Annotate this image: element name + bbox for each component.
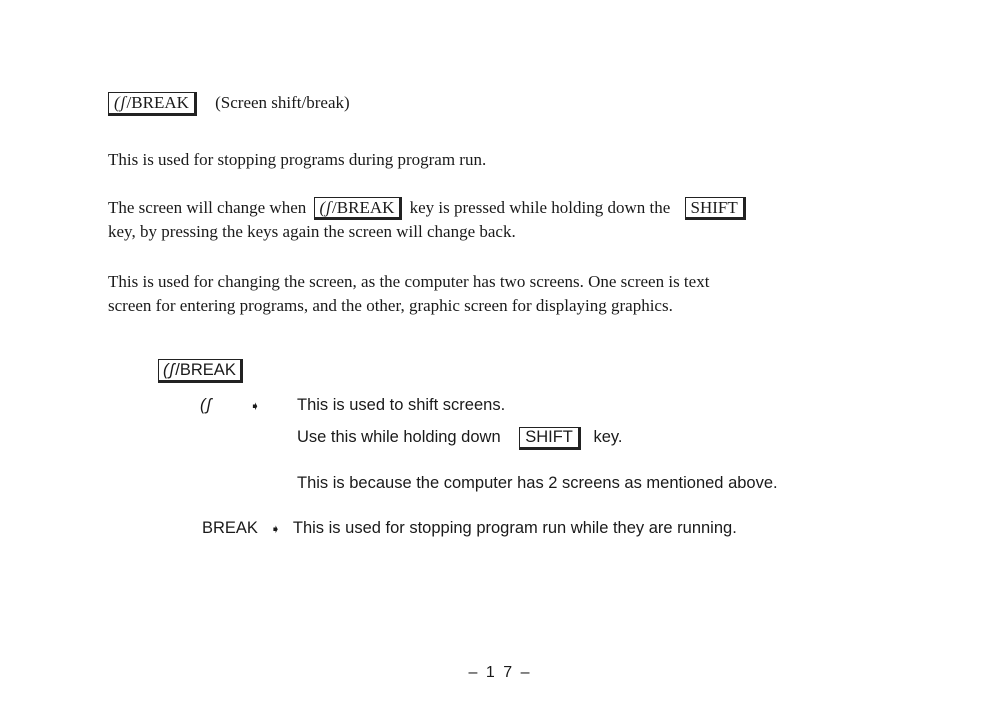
break-key-box-label: /BREAK: [175, 361, 236, 379]
screen-shift-icon: (ʃ: [114, 93, 127, 112]
paragraph-2-line-1: [108, 196, 928, 220]
shift-row-line-2: [297, 427, 623, 450]
paragraph-2-middle: key is pressed while holding down the: [409, 198, 671, 217]
break-row-label: BREAK: [202, 519, 258, 537]
screen-shift-icon: (ʃ: [163, 361, 176, 379]
break-row-text: This is used for stopping program run while they are running.: [292, 519, 737, 537]
shift-row-symbol: [200, 396, 212, 415]
paragraph-3-line-1: This is used for changing the screen, as the computer has two screens. One screen is text: [108, 272, 710, 291]
paragraph-2-before-key: The screen will change when: [108, 198, 307, 217]
break-key-box: [158, 359, 243, 383]
arrow-right-icon: ➧: [250, 398, 261, 413]
key-explanation-title: [158, 359, 243, 383]
paragraph-1: [108, 148, 928, 172]
paragraph-1-text: This is used for stopping programs during program run.: [108, 150, 487, 169]
break-key: [108, 92, 197, 116]
screen-shift-icon: (ʃ: [319, 198, 333, 217]
section-heading: [108, 92, 350, 116]
shift-row-arrow: [250, 396, 260, 415]
shift-row-line-3: This is because the computer has 2 screens as mentioned above.: [297, 474, 778, 492]
shift-row-line-2-after: key.: [593, 428, 623, 446]
break-key-inline: [314, 197, 403, 220]
screen-shift-icon: (ʃ: [200, 396, 213, 414]
page-number: – 1 7 –: [468, 664, 532, 681]
shift-row-line-1: This is used to shift screens.: [297, 396, 506, 414]
paragraph-3-line-2: screen for entering programs, and the other, graphic screen for displaying graphics.: [108, 296, 673, 315]
break-key-label: /BREAK: [126, 93, 189, 112]
shift-key-box: SHIFT: [519, 427, 581, 450]
paragraph-3: [108, 270, 928, 318]
break-row: [202, 519, 737, 538]
arrow-right-icon: ➧: [270, 521, 281, 536]
heading-description: (Screen shift/break): [215, 93, 350, 112]
shift-key-inline: SHIFT: [685, 197, 746, 220]
paragraph-2: [108, 196, 928, 244]
break-key-inline-label: /BREAK: [332, 198, 395, 217]
shift-row-line-2-before: Use this while holding down: [297, 428, 501, 446]
paragraph-2-line-2: key, by pressing the keys again the screen will change back.: [108, 222, 516, 241]
